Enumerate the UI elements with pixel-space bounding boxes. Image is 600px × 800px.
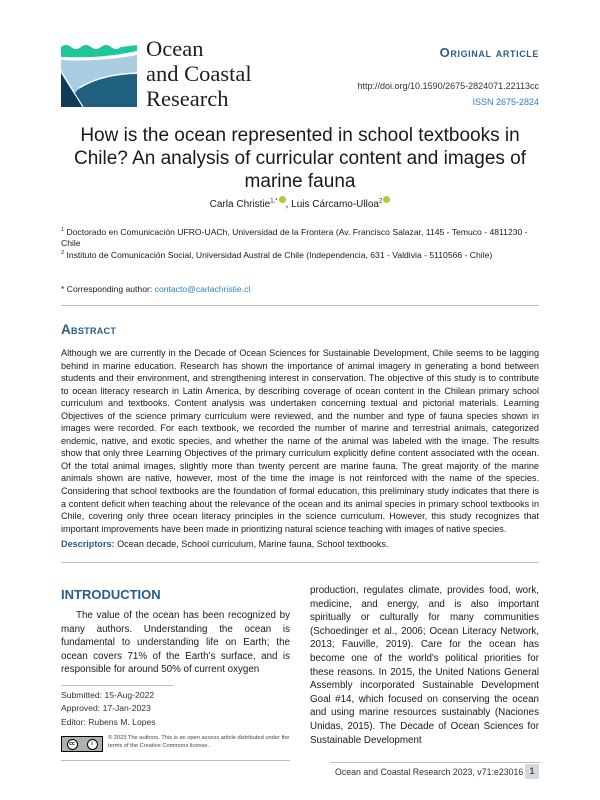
author-name: Luis Cárcamo-Ulloa	[291, 199, 379, 210]
affiliation-text: Doctorado en Comunicación UFRO-UACh, Universidad de la Frontera (Av. Francisco Salazar, 1145 - Temuco - 4811230 - Chile	[61, 226, 528, 248]
descriptors-label: Descriptors:	[61, 539, 115, 549]
journal-name-line: Ocean	[146, 36, 204, 61]
attribution-icon: i	[87, 739, 98, 750]
corresponding-email-link[interactable]: contacto@carlachristie.cl	[154, 284, 251, 294]
page-number: 1	[525, 764, 539, 779]
divider	[61, 760, 290, 761]
journal-name	[146, 36, 252, 111]
author-affiliation-marker: 1,*	[270, 198, 278, 205]
submitted-date: Submitted: 15-Aug-2022	[61, 690, 155, 700]
affiliation-text: Instituto de Comunicación Social, Universidad Austral de Chile (Independencia, 631 - Valdivia - 5110566 - Chile)	[64, 249, 493, 260]
journal-name-line: Research	[146, 86, 229, 111]
author-name: Carla Christie	[209, 199, 271, 210]
introduction-heading: INTRODUCTION	[61, 587, 161, 602]
journal-name-line: and Coastal	[146, 61, 252, 86]
doi-link[interactable]: http://doi.org/10.1590/2675-2824071.22113cc	[357, 81, 539, 91]
divider	[61, 305, 539, 306]
affiliation	[61, 248, 539, 261]
author-affiliation-marker: 2	[378, 198, 383, 205]
introduction-left-column: The value of the ocean has been recognized by many authors. Understanding the ocean is fundamental to understanding life on Earth; the ocean covers 71% of the Earth's surface, and is responsible for around 50% of current oxygen	[61, 610, 290, 676]
divider	[61, 562, 539, 563]
corresponding-author	[61, 284, 250, 294]
descriptors	[61, 539, 389, 549]
cc-icon: cc	[67, 739, 78, 750]
corresponding-label: * Corresponding author:	[61, 284, 155, 294]
abstract-heading: Abstract	[61, 322, 117, 337]
footer-divider	[330, 762, 540, 763]
abstract-text: Although we are currently in the Decade of Ocean Sciences for Sustainable Development, Chile seems to be lagging behind in marine education. Research has shown the importance of animal imagery in generating a bond between students and their environment, and strengthening interest in conservation. The objective of this study is to contribute to ocean literacy research in Latin America, by describing coverage of ocean content in the Chilean primary school curriculum and textbooks. Content analysis was undertaken concerning textual and pictorial materials. Learning Objectives of the science primary curriculum were reviewed, and the number and type of fauna species shown in images were recorded. For each textbook, we recorded the number of marine and terrestrial animals, categorized endemic, native, and exotic species, and whether the name of the animal was labeled with the image. The results show that only three Learning Objectives of the primary curriculum explicitly define content associated with the ocean. Of the total animal images, slightly more than twenty percent are marine fauna. The great majority of the marine animals shown are native, however, most of the time the image is not reinforced with the name of the species. Considering that school textbooks are the foundation of formal education, this preliminary study indicates that there is a content deficit when teaching about the relevance of the ocean and its animal species in primary school textbooks in Chile, covering only three ocean literacy principles in the science curriculum. However, this study recognizes that important improvements have been made in prioritizing natural science teaching with images of native species.	[61, 348, 539, 534]
divider	[61, 685, 173, 686]
issn-label: ISSN 2675-2824	[472, 97, 539, 107]
introduction-right-column: production, regulates climate, provides food, work, medicine, and energy, and is also important spiritually or culturally for many communities (Schoedinger et al., 2006; Ocean Literacy Network, 2013; Fauville, 2019). Care for the ocean has become one of the world's political priorities for these reasons. In 2015, the United Nations General Assembly incorporated Sustainable Development Goal #14, which focused on conserving the ocean and using marine resources sustainably (Naciones Unidas, 2015). The Decade of Ocean Sciences for Sustainable Development	[310, 585, 539, 746]
descriptors-text: Ocean decade, School curriculum, Marine fauna, School textbooks.	[114, 539, 389, 549]
orcid-icon[interactable]	[383, 196, 390, 203]
affiliation	[61, 225, 539, 249]
editor-name: Editor: Rubens M. Lopes	[61, 717, 156, 727]
approved-date: Approved: 17-Jan-2023	[61, 703, 151, 713]
orcid-icon[interactable]	[279, 196, 286, 203]
journal-logo-icon	[61, 41, 137, 107]
affiliation-marker: 1	[61, 227, 65, 233]
article-type-label: Original article	[439, 45, 539, 60]
author-list	[60, 196, 540, 210]
license-text: © 2023 The authors. This is an open access article distributed under the terms of the Creative Commons license.	[108, 735, 290, 749]
author-separator: ,	[285, 199, 292, 210]
affiliation-marker: 2	[61, 250, 65, 256]
creative-commons-badge[interactable]	[61, 736, 103, 752]
article-title: How is the ocean represented in school textbooks in Chile? An analysis of curricular content and images of marine fauna	[73, 125, 527, 192]
footer-citation: Ocean and Coastal Research 2023, v71:e23016	[335, 767, 524, 777]
